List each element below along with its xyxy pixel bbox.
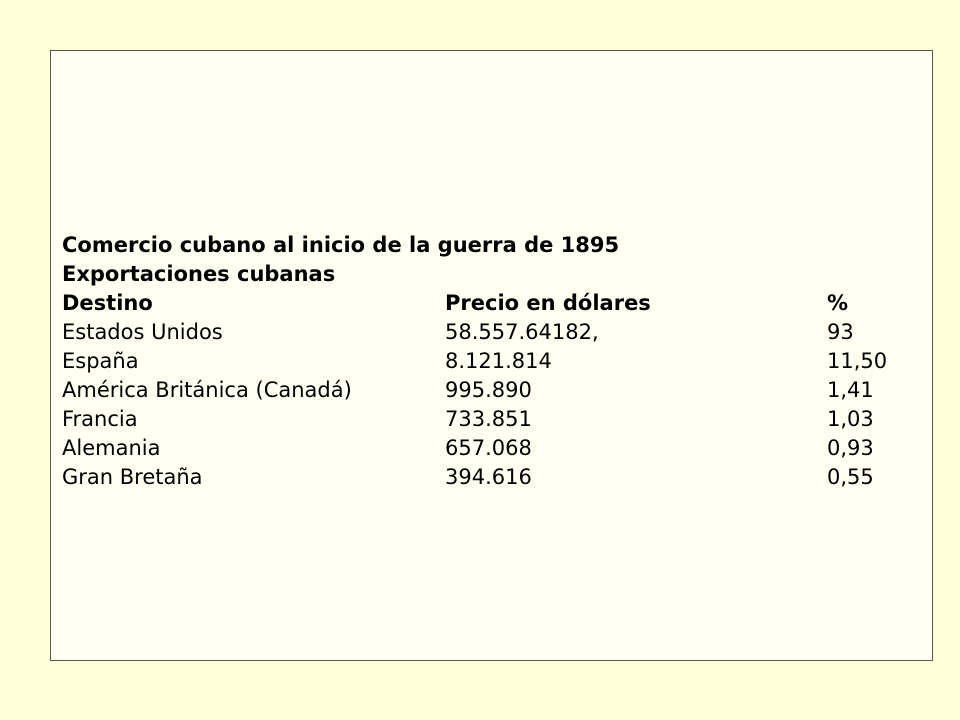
table-row (62, 376, 874, 405)
content-panel (50, 50, 933, 661)
cell-precio: 995.890 (445, 378, 532, 402)
cell-percent: 0,55 (827, 465, 874, 489)
header-destino: Destino (62, 291, 153, 315)
table-row (62, 463, 874, 492)
table-row (62, 347, 888, 376)
table-subtitle: Exportaciones cubanas (62, 262, 336, 286)
table-row (62, 318, 854, 347)
cell-percent: 0,93 (827, 436, 874, 460)
cell-percent: 1,41 (827, 378, 874, 402)
cell-destino: Alemania (62, 436, 161, 460)
table-row (62, 434, 874, 463)
header-precio: Precio en dólares (445, 291, 651, 315)
cell-precio: 8.121.814 (445, 349, 552, 373)
cell-percent: 1,03 (827, 407, 874, 431)
cell-destino: España (62, 349, 139, 373)
cell-precio: 733.851 (445, 407, 532, 431)
cell-destino: Estados Unidos (62, 320, 223, 344)
cell-precio: 657.068 (445, 436, 532, 460)
cell-precio: 394.616 (445, 465, 532, 489)
cell-percent: 93 (827, 320, 854, 344)
cell-destino: América Británica (Canadá) (62, 378, 352, 402)
cell-destino: Francia (62, 407, 138, 431)
cell-destino: Gran Bretaña (62, 465, 203, 489)
cell-precio: 58.557.64182, (445, 320, 599, 344)
header-percent: % (827, 291, 849, 315)
table-row (62, 405, 874, 434)
table-title: Comercio cubano al inicio de la guerra de 1895 (62, 233, 620, 257)
cell-percent: 11,50 (827, 349, 888, 373)
table-header-row (62, 289, 849, 318)
trade-table-block (62, 231, 888, 492)
